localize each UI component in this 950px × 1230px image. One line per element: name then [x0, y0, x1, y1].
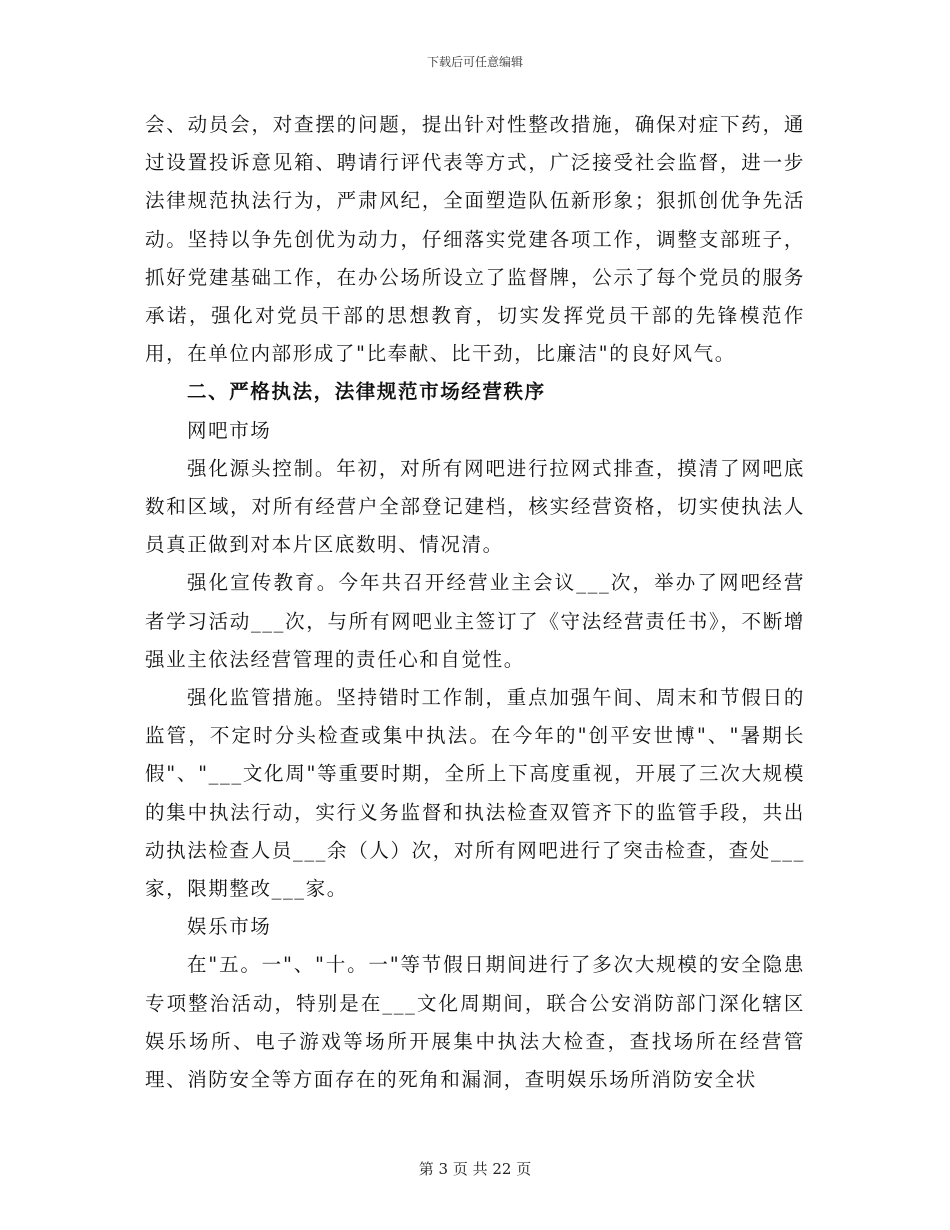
page-header: 下载后可任意编辑: [426, 55, 523, 69]
page-footer: 第 3 页 共 22 页: [418, 1160, 532, 1178]
section-heading: 二、严格执法，法律规范市场经营秩序: [187, 380, 546, 404]
body-paragraph: 强化宣传教育。今年共召开经营业主会议___次，举办了网吧经营者学习活动___次，与所有网吧业主签订了《守法经营责任书》，不断增强业主依法经营管理的责任心和自觉性。: [145, 571, 805, 671]
subsection-title-entertainment: 娱乐市场: [187, 915, 272, 939]
body-paragraph: 会、动员会，对查摆的问题，提出针对性整改措施，确保对症下药，通过设置投诉意见箱、聘请行评代表等方式，广泛接受社会监督，进一步法律规范执法行为，严肃风纪，全面塑造队伍新形象；狠抓创优争先活动。坚持以争先创优为动力，仔细落实党建各项工作，调整支部班子，抓好党建基础工作，在办公场所设立了监督牌，公示了每个党员的服务承诺，强化对党员干部的思想教育，切实发挥党员干部的先锋模范作用，在单位内部形成了"比奉献、比干劲，比廉洁"的良好风气。: [145, 113, 805, 366]
subsection-title-internet-cafe: 网吧市场: [187, 418, 272, 442]
body-paragraph: 强化监管措施。坚持错时工作制，重点加强午间、周末和节假日的监管，不定时分头检查或集中执法。在今年的"创平安世博"、"暑期长假"、"___文化周"等重要时期，全所上下高度重视，开展了三次大规模的集中执法行动，实行义务监督和执法检查双管齐下的监管手段，共出动执法检查人员___余（人）次，对所有网吧进行了突击检查，查处___家，限期整改___家。: [145, 686, 805, 901]
body-paragraph: 在"五。一"、"十。一"等节假日期间进行了多次大规模的安全隐患专项整治活动，特别是在___文化周期间，联合公安消防部门深化辖区娱乐场所、电子游戏等场所开展集中执法大检查，查找场所在经营管理、消防安全等方面存在的死角和漏洞，查明娱乐场所消防安全状: [145, 953, 805, 1092]
document-body: [145, 106, 805, 1099]
body-paragraph: 强化源头控制。年初，对所有网吧进行拉网式排查，摸清了网吧底数和区域，对所有经营户全部登记建档，核实经营资格，切实使执法人员真正做到对本片区底数明、情况清。: [145, 456, 805, 557]
